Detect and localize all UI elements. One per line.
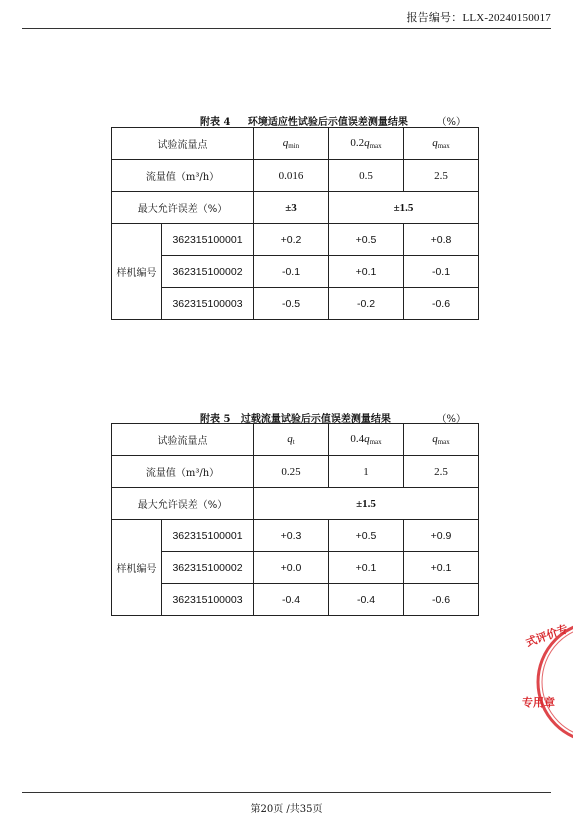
flow-point-label: 试验流量点 (112, 424, 254, 456)
flow-value-cell: 0.016 (254, 160, 329, 192)
error-value: +0.9 (404, 520, 479, 552)
flow-value-label: 流量值（m³/h） (112, 456, 254, 488)
error-value: -0.6 (404, 584, 479, 616)
flow-point-cell: $q_t$ (254, 424, 329, 456)
error-value: +0.1 (329, 552, 404, 584)
samples-label: 样机编号 (112, 224, 162, 320)
table-row (112, 256, 479, 288)
error-value: -0.4 (329, 584, 404, 616)
error-value: +0.5 (329, 520, 404, 552)
sample-id: 362315100001 (162, 224, 254, 256)
sample-id: 362315100003 (162, 584, 254, 616)
flow-value-cell: 1 (329, 456, 404, 488)
flow-point-cell: $q_{max}$ (404, 424, 479, 456)
table-row (112, 224, 479, 256)
sample-id: 362315100001 (162, 520, 254, 552)
mpe-cell: ±3 (254, 192, 329, 224)
error-value: +0.1 (404, 552, 479, 584)
flow-point-cell: $0.2q_{max}$ (329, 128, 404, 160)
flow-value-cell: 2.5 (404, 456, 479, 488)
mpe-cell: ±1.5 (254, 488, 479, 520)
footer-rule (22, 792, 551, 793)
seal-ring-text: 式评价专 (524, 622, 570, 650)
table4-caption-label: 附表 4 (200, 117, 231, 128)
flow-point-cell: $q_{max}$ (404, 128, 479, 160)
table-row (112, 192, 479, 224)
table5-caption-label: 附表 5 (200, 414, 231, 425)
table4 (111, 127, 479, 320)
table-row (112, 288, 479, 320)
table-row (112, 424, 479, 456)
error-value: +0.5 (329, 224, 404, 256)
error-value: -0.2 (329, 288, 404, 320)
mpe-cell: ±1.5 (329, 192, 479, 224)
error-value: +0.8 (404, 224, 479, 256)
flow-value-label: 流量值（m³/h） (112, 160, 254, 192)
error-value: -0.5 (254, 288, 329, 320)
error-value: -0.6 (404, 288, 479, 320)
error-value: +0.1 (329, 256, 404, 288)
flow-point-label: 试验流量点 (112, 128, 254, 160)
flow-point-cell: $q_{min}$ (254, 128, 329, 160)
header-rule (22, 28, 551, 29)
table-row (112, 488, 479, 520)
error-value: +0.0 (254, 552, 329, 584)
page-number: 第20页 /共35页 (250, 804, 323, 815)
report-number: 报告编号：LLX-20240150017 (406, 12, 551, 24)
table4-caption-title: 环境适应性试验后示值误差测量结果 (247, 117, 408, 128)
table4-unit: （%） (436, 117, 466, 128)
error-value: +0.3 (254, 520, 329, 552)
table-row (112, 160, 479, 192)
flow-point-cell: $0.4q_{max}$ (329, 424, 404, 456)
sample-id: 362315100002 (162, 552, 254, 584)
error-value: -0.1 (254, 256, 329, 288)
samples-label: 样机编号 (112, 520, 162, 616)
mpe-label: 最大允许误差（%） (112, 192, 254, 224)
table5 (111, 423, 479, 616)
table-row (112, 520, 479, 552)
error-value: +0.2 (254, 224, 329, 256)
sample-id: 362315100002 (162, 256, 254, 288)
table-row (112, 552, 479, 584)
seal-bottom-text: 专用章 (522, 696, 555, 709)
seal-icon (520, 620, 573, 745)
table-row (112, 456, 479, 488)
flow-value-cell: 0.5 (329, 160, 404, 192)
error-value: -0.1 (404, 256, 479, 288)
table5-caption-title: 过载流量试验后示值误差测量结果 (240, 414, 391, 425)
flow-value-cell: 0.25 (254, 456, 329, 488)
table-row (112, 584, 479, 616)
table-row (112, 128, 479, 160)
table5-unit: （%） (436, 414, 466, 425)
error-value: -0.4 (254, 584, 329, 616)
sample-id: 362315100003 (162, 288, 254, 320)
flow-value-cell: 2.5 (404, 160, 479, 192)
official-seal (520, 620, 573, 745)
mpe-label: 最大允许误差（%） (112, 488, 254, 520)
